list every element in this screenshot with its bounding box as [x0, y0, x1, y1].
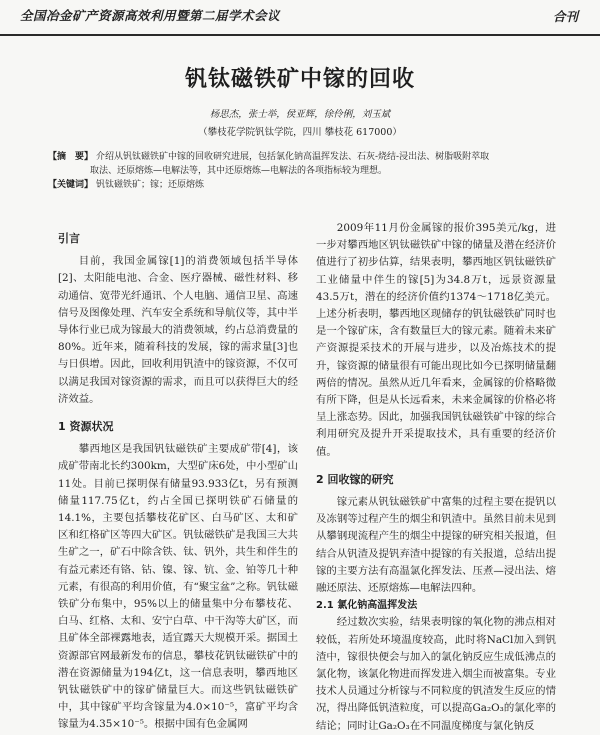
header-conference-title: 全国冶金矿产资源高效利用暨第二届学术会议 — [20, 8, 281, 23]
keywords-line — [48, 178, 568, 192]
keywords-label: 【关键词】 — [48, 180, 94, 190]
running-header — [0, 0, 600, 36]
left-column — [58, 220, 298, 734]
abstract-text-2: 取法、还原熔炼—电解法等，其中还原熔炼—电解法的各项指标较为理想。 — [90, 166, 388, 176]
paper-authors: 杨思杰，张士举，侯亚辉，徐伶俐，刘玉斌 — [209, 109, 391, 120]
section-2-title: 2 回收镓的研究 — [316, 472, 394, 486]
abstract-line-1 — [48, 150, 568, 164]
paper-affiliation: （攀枝花学院钒钛学院，四川 攀枝花 617000） — [198, 127, 402, 138]
right-column — [316, 220, 556, 735]
section-intro-title: 引言 — [58, 232, 80, 245]
subsection-2-1-title: 2.1 氯化钠高温挥发法 — [316, 600, 418, 612]
section-1-paragraph: 攀西地区是我国钒钛磁铁矿主要成矿带[4]，该成矿带南北长约300km，大型矿床6处，中小型矿山11处。目前已探明保有储量93.933亿t，另有预测储量117.75亿t，约占全国已探明铁矿石储量的14.1%，主要包括攀枝花矿区、白马矿区、太和矿区和红格矿区等四大矿区。钒钛磁铁矿是我国三大共生矿之一，矿石中除含铁、钛、钒外，共生和伴生的有益元素还有铬、钴、镍、镓、钪、金、铂等几十种元素，有很高的利用价值，有“聚宝盆”之称。钒钛磁铁矿分布集中，95%以上的储量集中分布攀枝花、白马、红格、太和、安宁白草、中干沟等大矿区，而且矿体全部裸露地表，适宜露天大规模开采。据国土资源部官网最新发布的信息，攀枝花钒钛磁铁矿中的潜在资源储量为194亿t，这一信息表明，攀西地区钒钛磁铁矿中的镓矿储量巨大。而这些钒钛磁铁矿中，其中镓矿平均含镓量为4.0×10⁻⁵，富矿平均含镓量为4.35×10⁻⁵。根据中国有色金属网 — [58, 443, 299, 731]
paper-title: 钒钛磁铁矿中镓的回收 — [184, 67, 415, 92]
intro-paragraph: 目前，我国金属镓[1]的消费领域包括半导体[2]、太阳能电池、合金、医疗器械、磁性材料、移动通信、宽带光纤通讯、个人电脑、通信卫星、高速信号及图像处理、汽车安全系统和导航仪等，其中半导体行业已成为镓最大的消费领域，约占总消费量的80%。近年来，随着科技的发展，镓的需求量[3]也与日俱增。因此，回收利用钒渣中的镓资源，不仅可以满足我国对镓资源的需求，而且可以获得巨大的经济效益。 — [58, 255, 298, 405]
header-issue-label: 合刊 — [552, 9, 578, 24]
abstract-text-1: 介绍从钒钛磁铁矿中镓的回收研究进展，包括氯化钠高温挥发法、石灰-烧结-浸出法、树脂吸附萃取 — [96, 152, 490, 162]
abstract-label: 【摘 要】 — [48, 152, 94, 162]
keywords-text: 钒钛磁铁矿；镓；还原熔炼 — [96, 180, 205, 190]
subsection-2-1-paragraph: 经过数次实验，结果表明镓的氧化物的沸点相对较低，若所处环境温度较高，此时将NaCl加入到钒渣中，镓很快便会与加入的氯化钠反应生成低沸点的氯化物，该氯化物进而挥发进入烟尘而被富集。专业技术人员通过分析镓与不同粒度的钒渣发生反应的情况，得出降低钒渣粒度，可以提高Ga₂O₃的氯化率的结论；同时让Ga₂O₃在不同温度梯度与氯化钠反 — [316, 616, 556, 732]
abstract-block — [48, 150, 568, 192]
section-2-paragraph: 镓元素从钒钛磁铁矿中富集的过程主要在提钒以及冻钢等过程产生的烟尘和钒渣中。虽然目前未见到从攀钢现流程产生的烟尘中提镓的研究相关报道，但结合从钒渣及提钒弃渣中提镓的有关报道，总结出提镓的主要方法有高温氯化挥发法、压煮—浸出法、熔融还原法、还原熔炼—电解法四种。 — [316, 496, 556, 595]
section-1-title: 1 资源状况 — [58, 420, 114, 434]
right-paragraph-1: 2009年11月份金属镓的报价395美元/kg，进一步对攀西地区钒钛磁铁矿中镓的储量及潜在经济价值进行了初步估算，结果表明，攀西地区钒钛磁铁矿工业储量中伴生的镓[5]为34.8万t，远景资源量43.5万t，潜在的经济价值约1374～1718亿美元。上述分析表明，攀西地区现储存的钒钛磁铁矿同时也是一个镓矿床，含有数量巨大的镓元素。随着未来矿产资源提采技术的开展与进步，以及冶炼技术的提升，镓资源的储量很有可能出现比如今已探明储量翻两倍的情况。虽然从近几年看来，金属镓的价格略微有所下降，但是从长远看来，未来金属镓的价格必将呈上涨态势。因此，加强我国钒钛磁铁矿中镓的综合利用研究及提升开采提取技术，具有重要的经济价值。 — [316, 222, 556, 458]
